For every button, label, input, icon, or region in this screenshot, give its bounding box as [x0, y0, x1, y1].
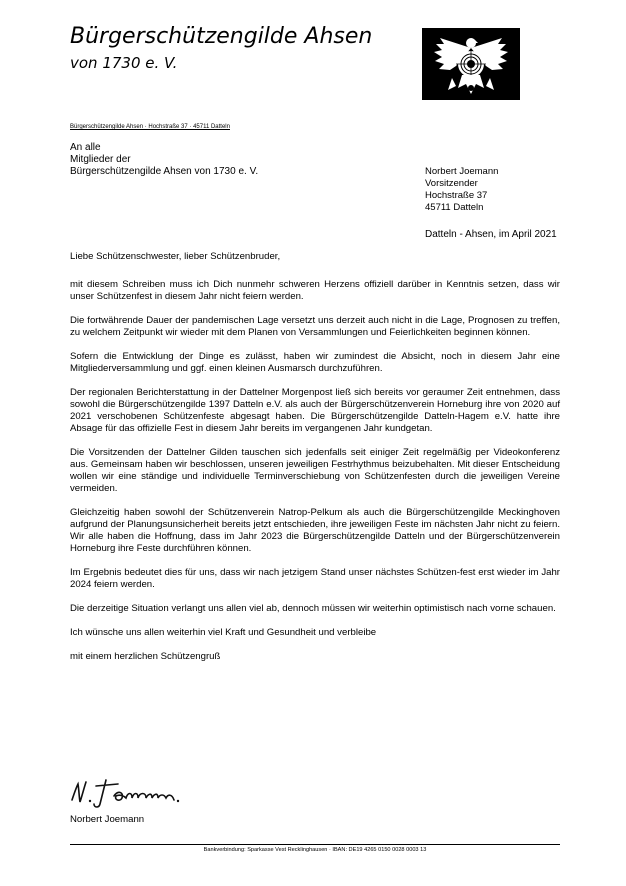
letter-body	[70, 251, 560, 675]
recipient-address	[70, 142, 258, 178]
contact-line: Vorsitzender	[425, 178, 478, 189]
recipient-line: Mitglieder der	[70, 154, 131, 165]
salutation: Liebe Schützenschwester, lieber Schützenbruder,	[70, 251, 281, 262]
closing-greeting: mit einem herzlichen Schützengruß	[70, 651, 221, 662]
body-paragraph: Ich wünsche uns allen weiterhin viel Kraft und Gesundheit und verbleibe	[70, 627, 377, 638]
sender-address-line: Bürgerschützengilde Ahsen · Hochstraße 37 · 45711 Datteln	[70, 124, 230, 130]
footer-divider	[70, 844, 560, 845]
eagle-target-icon	[422, 28, 520, 100]
contact-line: Hochstraße 37	[425, 190, 488, 201]
body-paragraph: Sofern die Entwicklung der Dinge es zulässt, haben wir zumindest die Absicht, noch in diesem Jahr eine Mitgliederversammlung und ggf. einen kleinen Ausmarsch durchzuführen.	[70, 351, 560, 374]
handwritten-signature	[66, 770, 226, 810]
contact-line: Norbert Joemann	[425, 166, 499, 177]
recipient-line: Bürgerschützengilde Ahsen von 1730 e. V.	[70, 166, 259, 177]
body-paragraph: Gleichzeitig haben sowohl der Schützenverein Natrop-Pelkum als auch die Bürgerschützengilde Meckinghoven aufgrund der Planungsunsicherheit bereits jetzt entschieden, ihre jeweiligen Feste im nächsten Jahr nicht zu feiern. Wir alle haben die Hoffnung, dass im Jahr 2023 die Bürgerschützengilde Datteln und der Bürgerschützenverein Horneburg ihre Feste durchführen können.	[70, 507, 560, 554]
bank-details-footer: Bankverbindung: Sparkasse Vest Recklinghausen · IBAN: DE19 4265 0150 0028 0003 13	[203, 847, 427, 853]
body-paragraph: Im Ergebnis bedeutet dies für uns, dass wir nach jetzigem Stand unser nächstes Schützen-fest erst wieder im Jahr 2024 feiern werden.	[70, 567, 560, 590]
body-paragraph: Der regionalen Berichterstattung in der Dattelner Morgenpost ließ sich bereits vor geraumer Zeit entnehmen, dass sowohl die Bürgerschützengilde 1397 Datteln e.V. als auch der Bürgerschützenverein Horneburg ihre von 2020 auf 2021 verschobenen Schützenfeste abgesagt haben. Die Bürgerschützengilde Datteln-Hagem e.V. hatte ihre Absage für das offizielle Fest in diesem Jahr bereits im vergangenen Jahr kundgetan.	[70, 387, 560, 434]
body-paragraph: Die fortwährende Dauer der pandemischen Lage versetzt uns derzeit auch nicht in die Lage, Prognosen zu treffen, zu welchem Zeitpunkt wir wieder mit dem Planen von Versammlungen und Feierlichkeiten beginnen können.	[70, 315, 560, 338]
club-logo	[422, 28, 520, 100]
recipient-line: An alle	[70, 142, 101, 153]
body-paragraph: Die Vorsitzenden der Dattelner Gilden tauschen sich jedenfalls seit einiger Zeit regelmäßig per Videokonferenz aus. Gemeinsam haben wir beschlossen, unseren jeweiligen Festrhythmus beizubehalten. Mit dieser Entscheidung wollen wir eine ständige und individuelle Terminverschiebung von Schützenfesten durch die jeweiligen Vereine vermeiden.	[70, 447, 560, 494]
letterhead-title: Bürgerschützengilde Ahsen	[70, 24, 373, 49]
contact-line: 45711 Datteln	[425, 202, 484, 213]
signer-name: Norbert Joemann	[70, 814, 145, 825]
letterhead-subtitle: von 1730 e. V.	[70, 54, 178, 72]
body-paragraph: Die derzeitige Situation verlangt uns allen viel ab, dennoch müssen wir weiterhin optimistisch nach vorne schauen.	[70, 603, 556, 614]
sender-contact-block	[425, 166, 498, 214]
body-paragraph: mit diesem Schreiben muss ich Dich nunmehr schweren Herzens offiziell darüber in Kenntnis setzen, dass wir unser Schützenfest in diesem Jahr nicht feiern werden.	[70, 279, 560, 302]
letter-date: Datteln - Ahsen, im April 2021	[425, 229, 557, 240]
